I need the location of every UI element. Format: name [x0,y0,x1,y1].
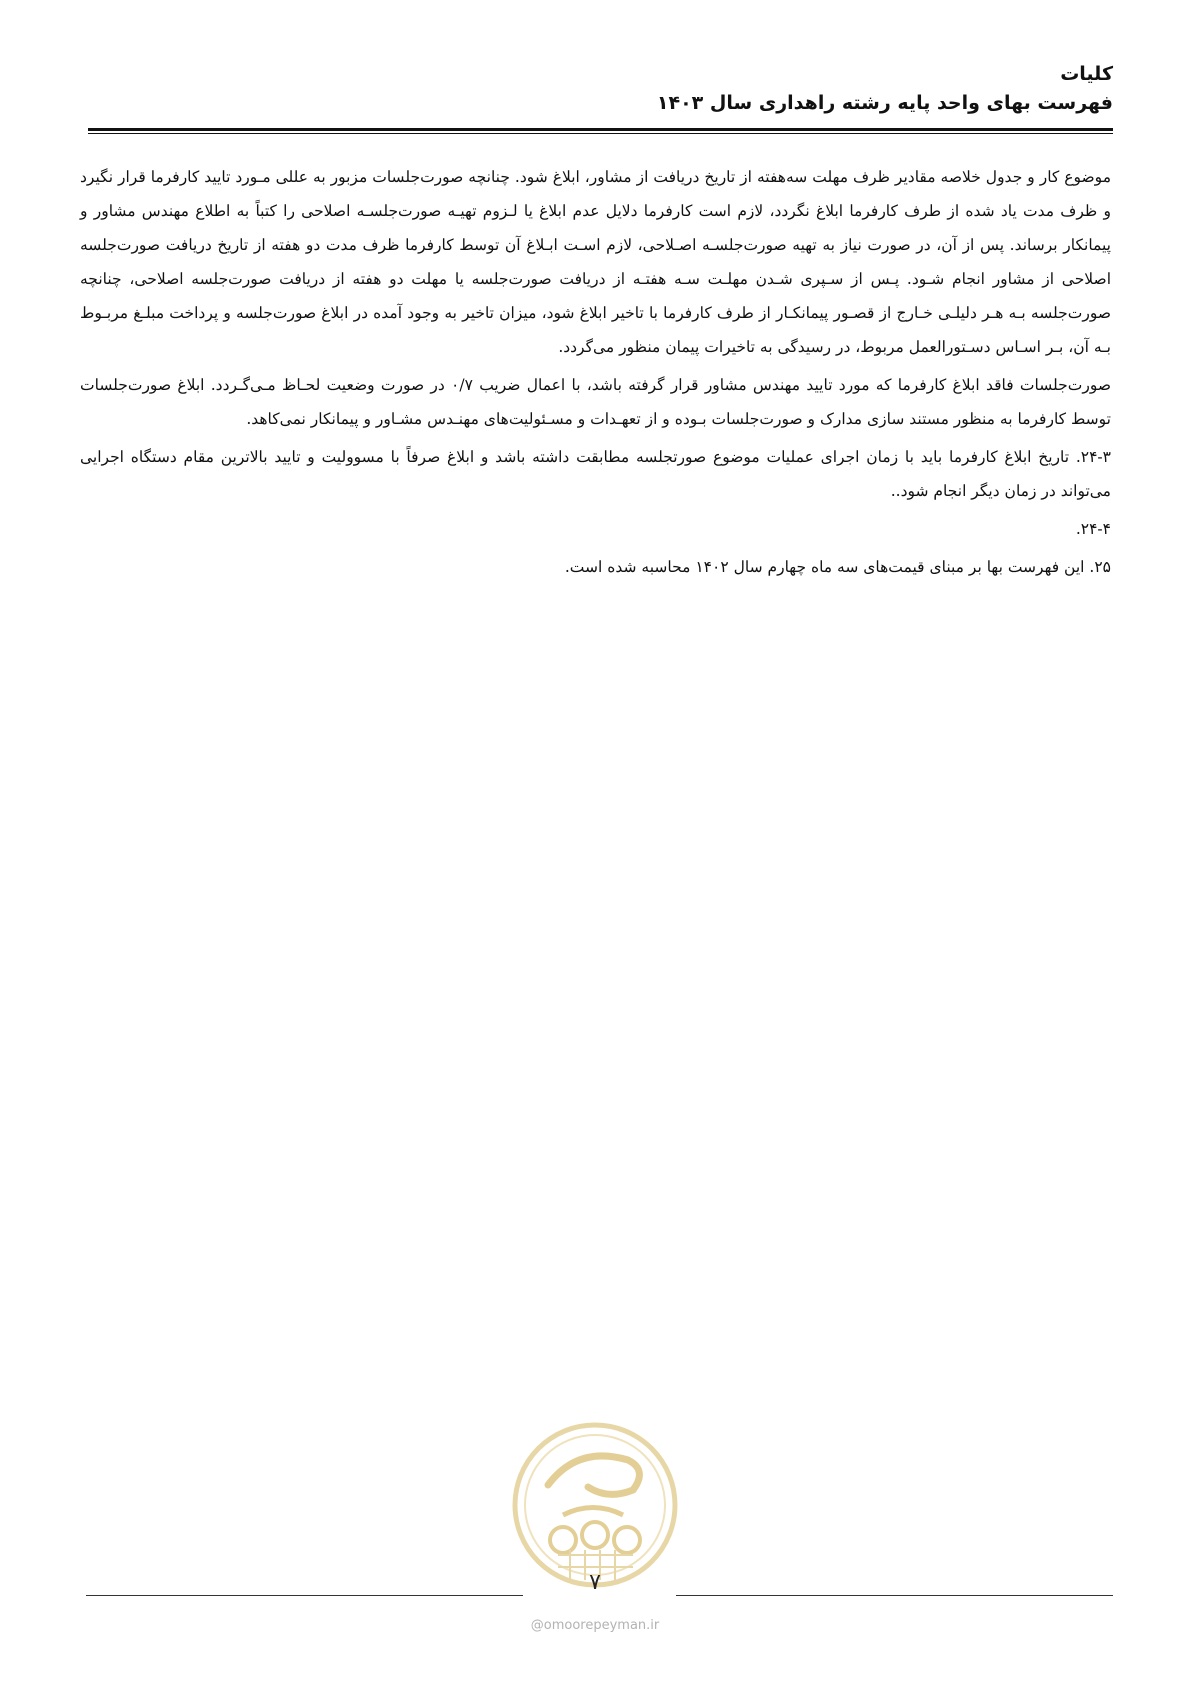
paragraph-4: ۲۴-۴. [1075,520,1111,538]
footer-rule-right [676,1595,1113,1596]
paragraph-2: صورت‌جلسات فاقد ابلاغ کارفرما که مورد تایید مهندس مشاور قرار گرفته باشد، با اعمال ضریب ۰/۷ در صورت وضعیت لحـاظ مـی‌گـردد. ابلاغ صورت‌جلسات توسط کارفرما به منظور مستند سازی مدارک و صورت‌جلسات بـوده و از تعهـدات و مسـئولیت‌های مهنـدس مشـاور و پیمانکار نمی‌کاهد. [80,376,1111,428]
page-header [78,60,1113,118]
paragraph-1: موضوع کار و جدول خلاصه مقادیر ظرف مهلت سه‌هفته از تاریخ دریافت از مشاور، ابلاغ شود. چنانچه صورت‌جلسات مزبور به عللی مـورد تایید کارفرما قرار نگیرد و ظرف مدت یاد شده از طرف کارفرما ابلاغ نگردد، لازم است کارفرما دلایل عدم ابلاغ یا لـزوم تهیـه صورت‌جلسـه اصلاحی را کتباً به اطلاع مهندس مشاور و پیمانکار برساند. پس از آن، در صورت نیاز به تهیه صورت‌جلسـه اصـلاحی، لازم اسـت ابـلاغ آن توسط کارفرما ظرف مدت دو هفته از تاریخ دریافت صورت‌جلسه اصلاحی از مشاور انجام شـود. پـس از سـپری شـدن مهلـت سـه هفتـه از دریافت صورت‌جلسه یا مهلت دو هفته از دریافت صورت‌جلسه اصلاحی، چنانچه صورت‌جلسه بـه هـر دلیلـی خـارج از قصـور پیمانکـار از طرف کارفرما با تاخیر ابلاغ شود، میزان تاخیر به وجود آمده در ابلاغ صورت‌جلسه و پرداخت مبلـغ مربـوط بـه آن، بـر اسـاس دسـتورالعمل مربوط، در رسیدگی به تاخیرات پیمان منظور می‌گردد. [80,168,1111,356]
paragraph-3: ۲۴-۳. تاریخ ابلاغ کارفرما باید با زمان اجرای عملیات موضوع صورتجلسه مطابقت داشته باشد و ابلاغ صرفاً با مسوولیت و تایید بالاترین مقام دستگاه اجرایی می‌تواند در زمان دیگر انجام شود.. [80,448,1111,500]
page-number: ۷ [589,1570,601,1595]
header-rule-thick [88,128,1113,131]
watermark-url: @omoorepeyman.ir [530,1618,660,1633]
header-rule-thin [88,133,1113,134]
paragraph-5: ۲۵. این فهرست بها بر مبنای قیمت‌های سه ماه چهارم سال ۱۴۰۲ محاسبه شده است. [564,558,1111,576]
header-title: کلیات [1060,63,1113,85]
document-body [80,160,1111,588]
header-subtitle: فهرست بهای واحد پایه رشته راهداری سال ۱۴۰۳ [656,92,1113,114]
footer-rule-left [86,1595,523,1596]
